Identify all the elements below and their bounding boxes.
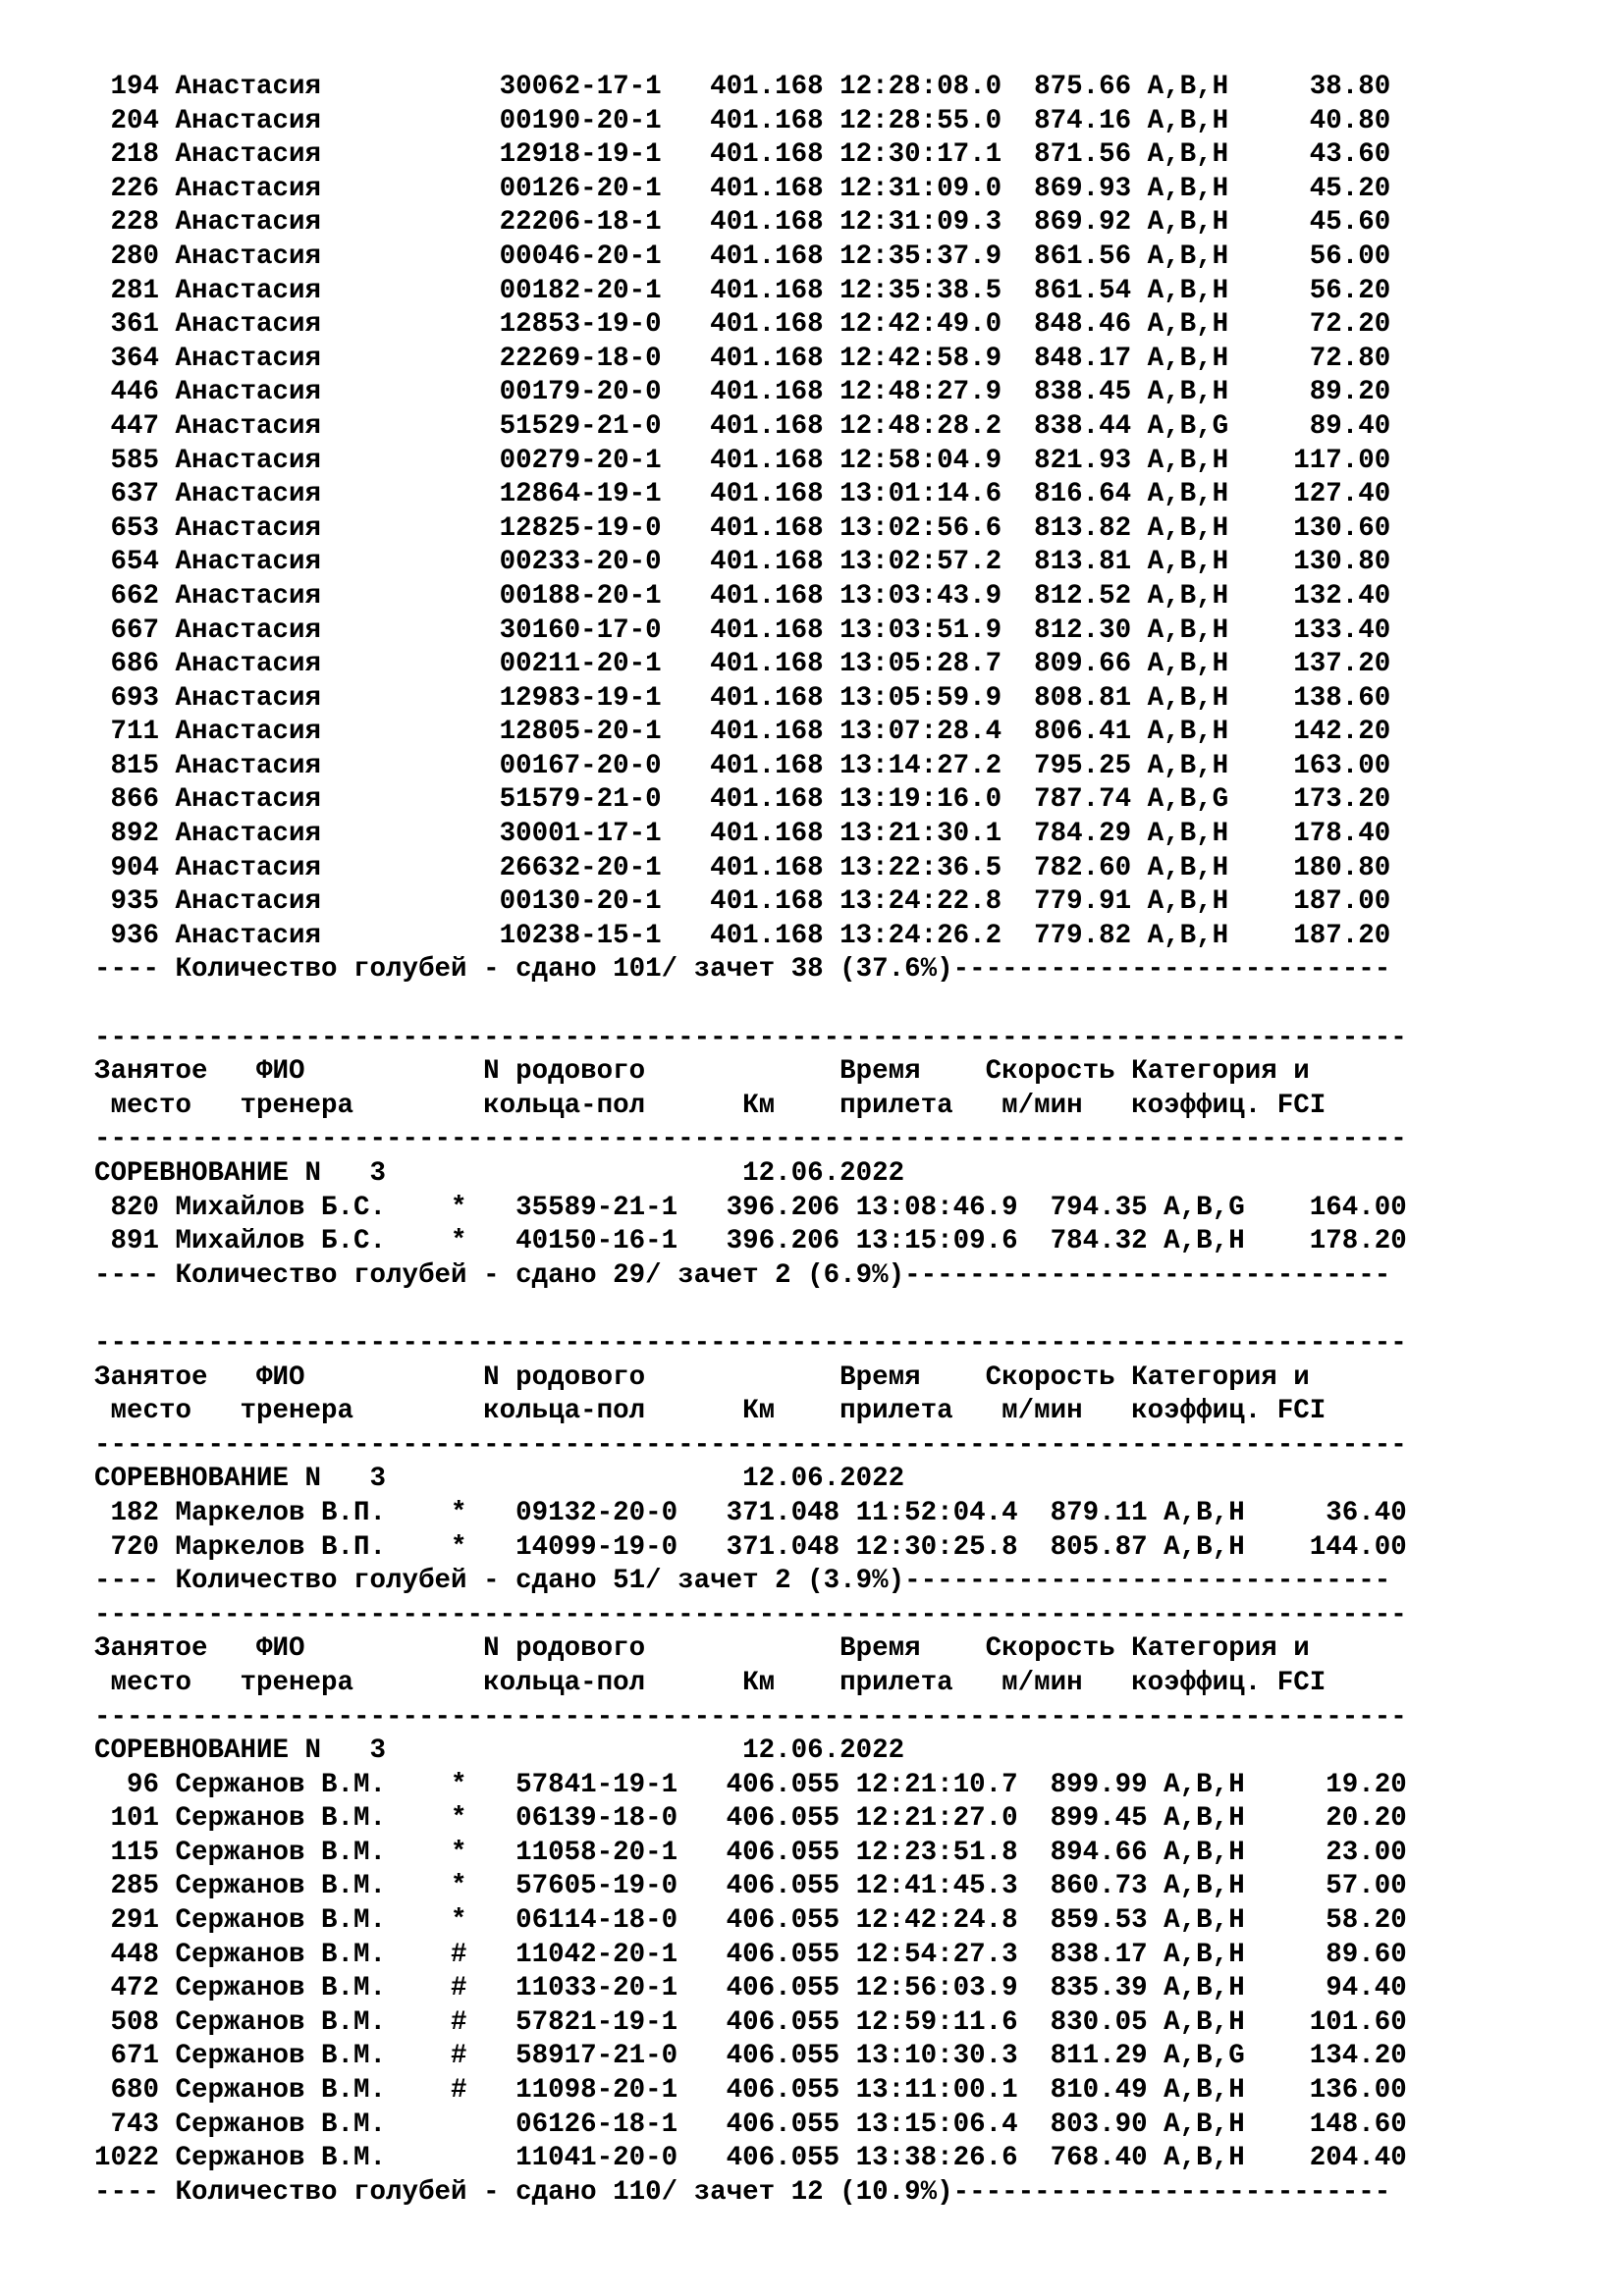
result-row: 654 Анастасия 00233-20-0 401.168 13:02:57.2 813.81 A,B,H 130.80 [94,547,1391,578]
result-row: 226 Анастасия 00126-20-1 401.168 12:31:09.0 869.93 A,B,H 45.20 [94,173,1391,204]
result-row: 446 Анастасия 00179-20-0 401.168 12:48:27.9 838.45 A,B,H 89.20 [94,377,1391,408]
result-row: 364 Анастасия 22269-18-0 401.168 12:42:58.9 848.17 A,B,H 72.80 [94,343,1391,374]
blank-line [94,1293,1407,1327]
column-header-row-1: Занятое ФИО N родового Время Скорость Категория и [94,1362,1310,1393]
column-header-row-2: место тренера кольца-пол Км прилета м/мин коэффиц. FCI [94,1667,1326,1698]
result-row: 866 Анастасия 51579-21-0 401.168 13:19:16.0 787.74 A,B,G 173.20 [94,784,1391,816]
result-row: 711 Анастасия 12805-20-1 401.168 13:07:28.4 806.41 A,B,H 142.20 [94,717,1391,748]
separator-line: --------------------------------------------------------------------------------- [94,1022,1407,1053]
result-row: 194 Анастасия 30062-17-1 401.168 12:28:08.0 875.66 A,B,H 38.80 [94,72,1391,102]
result-row: 904 Анастасия 26632-20-1 401.168 13:22:36.5 782.60 A,B,H 180.80 [94,852,1391,883]
result-row: 472 Сержанов В.М. # 11033-20-1 406.055 12:56:03.9 835.39 A,B,H 94.40 [94,1973,1407,2004]
result-row: 1022 Сержанов В.М. 11041-20-0 406.055 13:38:26.6 768.40 A,B,H 204.40 [94,2143,1407,2174]
separator-line: --------------------------------------------------------------------------------- [94,1701,1407,1733]
result-row: 182 Маркелов В.П. * 09132-20-0 371.048 11:52:04.4 879.11 A,B,H 36.40 [94,1497,1407,1528]
result-row: 285 Сержанов В.М. * 57605-19-0 406.055 12:41:45.3 860.73 A,B,H 57.00 [94,1871,1407,1902]
result-row: 892 Анастасия 30001-17-1 401.168 13:21:30.1 784.29 A,B,H 178.40 [94,819,1391,850]
summary-line: ---- Количество голубей - сдано 110/ зачет 12 (10.9%)--------------------------- [94,2176,1391,2208]
summary-line: ---- Количество голубей - сдано 101/ зачет 38 (37.6%)--------------------------- [94,954,1391,986]
column-header-row-2: место тренера кольца-пол Км прилета м/мин коэффиц. FCI [94,1396,1326,1427]
blank-line [94,988,1407,1022]
result-row: 281 Анастасия 00182-20-1 401.168 12:35:38.5 861.54 A,B,H 56.20 [94,275,1391,306]
result-row: 508 Сержанов В.М. # 57821-19-1 406.055 12:59:11.6 830.05 A,B,H 101.60 [94,2006,1407,2038]
result-row: 693 Анастасия 12983-19-1 401.168 13:05:59.9 808.81 A,B,H 138.60 [94,682,1391,714]
result-row: 637 Анастасия 12864-19-1 401.168 13:01:14.6 816.64 A,B,H 127.40 [94,479,1391,510]
column-header-row-1: Занятое ФИО N родового Время Скорость Категория и [94,1633,1310,1665]
result-row: 935 Анастасия 00130-20-1 401.168 13:24:22.8 779.91 A,B,H 187.00 [94,886,1391,918]
competition-line: СОРЕВНОВАНИЕ N 3 12.06.2022 [94,1464,905,1495]
result-row: 96 Сержанов В.М. * 57841-19-1 406.055 12:21:10.7 899.99 A,B,H 19.20 [94,1769,1407,1800]
result-row: 667 Анастасия 30160-17-0 401.168 13:03:51.9 812.30 A,B,H 133.40 [94,614,1391,646]
result-row: 228 Анастасия 22206-18-1 401.168 12:31:09.3 869.92 A,B,H 45.60 [94,207,1391,239]
result-row: 686 Анастасия 00211-20-1 401.168 13:05:28.7 809.66 A,B,H 137.20 [94,649,1391,680]
result-row: 936 Анастасия 10238-15-1 401.168 13:24:26.2 779.82 A,B,H 187.20 [94,920,1391,951]
result-row: 280 Анастасия 00046-20-1 401.168 12:35:37.9 861.56 A,B,H 56.00 [94,240,1391,272]
result-row: 891 Михайлов Б.С. * 40150-16-1 396.206 13:15:09.6 784.32 A,B,H 178.20 [94,1226,1407,1257]
result-row: 743 Сержанов В.М. 06126-18-1 406.055 13:15:06.4 803.90 A,B,H 148.60 [94,2109,1407,2140]
result-row: 680 Сержанов В.М. # 11098-20-1 406.055 13:11:00.1 810.49 A,B,H 136.00 [94,2075,1407,2107]
result-row: 720 Маркелов В.П. * 14099-19-0 371.048 12:30:25.8 805.87 A,B,H 144.00 [94,1531,1407,1563]
result-row: 361 Анастасия 12853-19-0 401.168 12:42:49.0 848.46 A,B,H 72.20 [94,309,1391,341]
result-row: 204 Анастасия 00190-20-1 401.168 12:28:55.0 874.16 A,B,H 40.80 [94,105,1391,136]
column-header-row-2: место тренера кольца-пол Км прилета м/мин коэффиц. FCI [94,1090,1326,1121]
result-row: 671 Сержанов В.М. # 58917-21-0 406.055 13:10:30.3 811.29 A,B,G 134.20 [94,2041,1407,2072]
summary-line: ---- Количество голубей - сдано 29/ зачет 2 (6.9%)------------------------------ [94,1259,1391,1291]
separator-line: --------------------------------------------------------------------------------- [94,1124,1407,1155]
result-row: 653 Анастасия 12825-19-0 401.168 13:02:56.6 813.82 A,B,H 130.60 [94,512,1391,544]
result-row: 815 Анастасия 00167-20-0 401.168 13:14:27.2 795.25 A,B,H 163.00 [94,750,1391,781]
result-row: 585 Анастасия 00279-20-1 401.168 12:58:04.9 821.93 A,B,H 117.00 [94,445,1391,476]
separator-line: --------------------------------------------------------------------------------- [94,1599,1407,1630]
result-row: 447 Анастасия 51529-21-0 401.168 12:48:28.2 838.44 A,B,G 89.40 [94,410,1391,442]
result-row: 291 Сержанов В.М. * 06114-18-0 406.055 12:42:24.8 859.53 A,B,H 58.20 [94,1905,1407,1937]
result-row: 218 Анастасия 12918-19-1 401.168 12:30:17.1 871.56 A,B,H 43.60 [94,139,1391,171]
competition-line: СОРЕВНОВАНИЕ N 3 12.06.2022 [94,1158,905,1189]
separator-line: --------------------------------------------------------------------------------- [94,1429,1407,1461]
result-row: 662 Анастасия 00188-20-1 401.168 13:03:43.9 812.52 A,B,H 132.40 [94,580,1391,612]
result-row: 115 Сержанов В.М. * 11058-20-1 406.055 12:23:51.8 894.66 A,B,H 23.00 [94,1837,1407,1868]
column-header-row-1: Занятое ФИО N родового Время Скорость Категория и [94,1056,1310,1088]
separator-line: --------------------------------------------------------------------------------- [94,1327,1407,1359]
result-row: 448 Сержанов В.М. # 11042-20-1 406.055 12:54:27.3 838.17 A,B,H 89.60 [94,1939,1407,1970]
results-sheet [94,71,1407,2210]
result-row: 820 Михайлов Б.С. * 35589-21-1 396.206 13:08:46.9 794.35 A,B,G 164.00 [94,1192,1407,1223]
competition-line: СОРЕВНОВАНИЕ N 3 12.06.2022 [94,1735,905,1767]
result-row: 101 Сержанов В.М. * 06139-18-0 406.055 12:21:27.0 899.45 A,B,H 20.20 [94,1803,1407,1835]
summary-line: ---- Количество голубей - сдано 51/ зачет 2 (3.9%)------------------------------ [94,1566,1391,1597]
